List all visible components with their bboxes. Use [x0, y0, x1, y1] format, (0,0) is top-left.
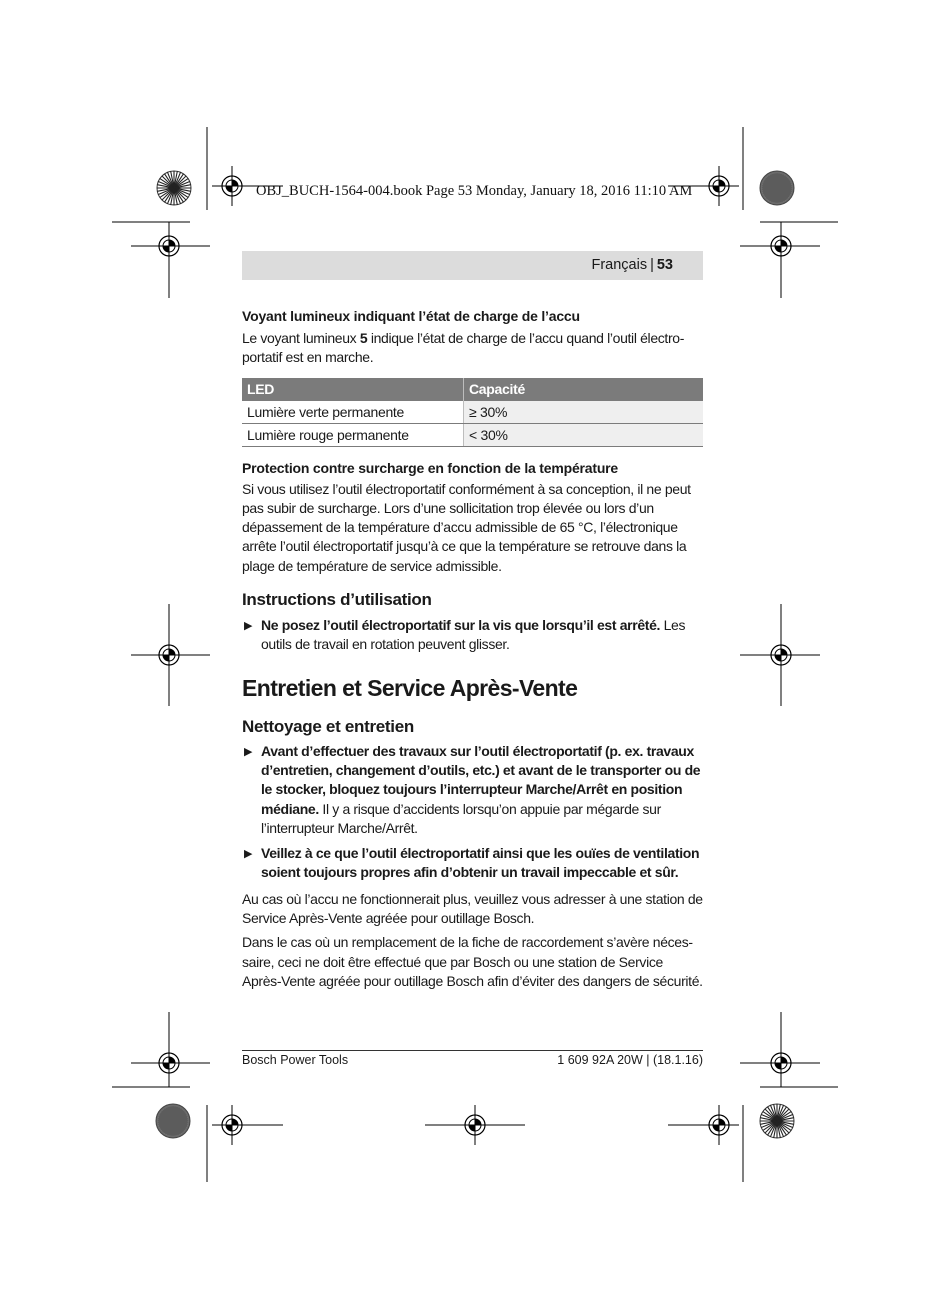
cleaning-bullet-1 — [242, 742, 703, 838]
header-page-number: 53 — [656, 257, 673, 273]
cleaning-paragraph-1: Au cas où l’accu ne fonctionnerait plus, veuillez vous adresser à une station de Service Après-Vente agréée pour outillage Bosch. — [242, 890, 703, 927]
header-language: Français — [591, 257, 648, 273]
table-cell: Lumière verte permanente — [242, 401, 464, 424]
section-usage-title: Instructions d’utilisation — [242, 590, 432, 610]
usage-bullet — [242, 616, 703, 655]
table-cell: < 30% — [464, 423, 704, 446]
battery-text-start: Le voyant lumineux — [242, 330, 360, 346]
file-header: OBJ_BUCH-1564-004.book Page 53 Monday, January 18, 2016 11:10 AM — [256, 183, 693, 199]
battery-ref-number: 5 — [359, 330, 368, 346]
footer-left: Bosch Power Tools — [242, 1053, 349, 1067]
page-body — [242, 306, 703, 991]
section-battery-text — [242, 329, 703, 368]
section-temp-title: Protection contre surcharge en fonction de la température — [242, 459, 619, 476]
cleaning-bullet-2 — [242, 844, 703, 883]
led-col-header: LED — [242, 378, 464, 401]
header-separator: | — [650, 257, 654, 273]
footer-divider — [242, 1050, 703, 1051]
bullet-triangle-icon: ▶ — [244, 745, 253, 758]
table-row — [242, 423, 703, 446]
usage-bullet-bold: Ne posez l’outil électroportatif sur la vis que lorsqu’il est arrêté. — [261, 617, 661, 634]
cleaning-paragraph-2: Dans le cas où un remplacement de la fiche de raccordement s’avère nécessaire, ceci ne doit être effectué que par Bosch ou une station de Service Après-Vente agréée pour outillage Bosch afin d’éviter des dangers de sécurité. — [242, 934, 703, 989]
chapter-title: Entretien et Service Après-Vente — [242, 674, 578, 701]
bullet-triangle-icon: ▶ — [244, 620, 253, 633]
section-temp-text: Si vous utilisez l’outil électroportatif conformément à sa conception, il ne peut pas subir de surcharge. Lors d’une sollicitation trop élevée ou lors d’un dépassement de la température d’accu admissible de 65 °C, l’électronique arrête l’outil électroportatif jusqu’à ce que la température se retrouve dans la plage de température de service admissible. — [242, 480, 691, 574]
battery-text-end: indique l’état de charge de l’accu quand l’outil électroportatif est en marche. — [242, 330, 685, 366]
table-cell: Lumière rouge permanente — [242, 423, 464, 446]
page-header-text — [591, 257, 673, 273]
cleaning-bullet-1-text: Il y a risque d’accidents lorsqu’on appuie par mégarde sur l’interrupteur Marche/Arrêt. — [261, 800, 661, 836]
led-table-header — [242, 378, 703, 401]
bullet-triangle-icon: ▶ — [244, 848, 253, 861]
led-table — [242, 378, 703, 447]
cleaning-bullet-2-bold: Veillez à ce que l’outil électroportatif ainsi que les ouïes de ventilation soient toujours propres afin d’obtenir un travail impeccable et sûr. — [261, 845, 700, 881]
section-battery-title: Voyant lumineux indiquant l’état de charge de l’accu — [242, 308, 580, 324]
page-header-bar — [242, 251, 703, 280]
usage-bullet-text: Les outils de travail en rotation peuvent glisser. — [261, 617, 686, 653]
footer-right: 1 609 92A 20W | (18.1.16) — [557, 1053, 703, 1067]
cleaning-bullet-1-bold: Avant d’effectuer des travaux sur l’outil électroportatif (p. ex. travaux d’entretien, changement d’outils, etc.) et avant de le transporter ou de le stocker, bloquez toujours l’interrupteur Marche/Arrêt en position médiane. — [261, 742, 701, 817]
section-cleaning-title: Nettoyage et entretien — [242, 716, 414, 736]
table-row — [242, 401, 703, 424]
table-cell: ≥ 30% — [464, 401, 704, 424]
capacity-col-header: Capacité — [464, 378, 704, 401]
